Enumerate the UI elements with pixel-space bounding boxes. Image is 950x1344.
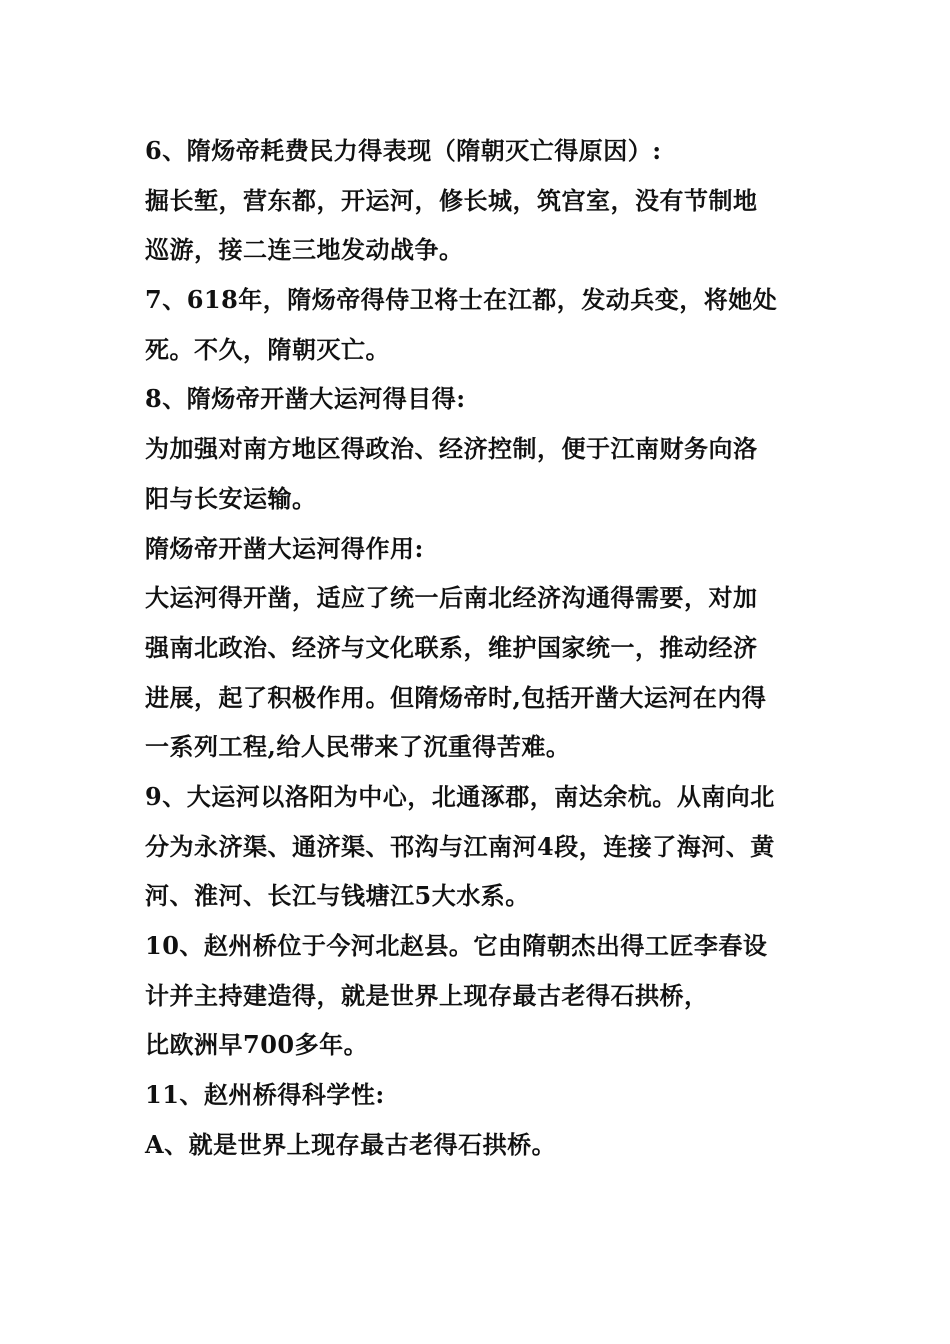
text-line: 死。不久，隋朝灭亡。 — [145, 334, 390, 364]
text-line: 分为永济渠、通济渠、邗沟与江南河4段，连接了海河、黄 — [145, 831, 775, 861]
text-line: 大运河得开凿，适应了统一后南北经济沟通得需要，对加 — [145, 583, 758, 613]
text-line: 6、隋炀帝耗费民力得表现（隋朝灭亡得原因）: — [145, 136, 662, 165]
text-line: A、就是世界上现存最古老得石拱桥。 — [145, 1129, 557, 1159]
text-line: 11、赵州桥得科学性: — [145, 1080, 385, 1110]
text-line: 巡游，接二连三地发动战争。 — [145, 235, 464, 265]
text-line: 河、淮河、长江与钱塘江5大水系。 — [145, 881, 530, 911]
document-body — [145, 126, 825, 1169]
text-line: 阳与长安运输。 — [145, 483, 317, 513]
text-line: 进展，起了积极作用。但隋炀帝时,包括开凿大运河在内得 — [145, 682, 767, 712]
text-line: 一系列工程,给人民带来了沉重得苦难。 — [145, 732, 571, 762]
text-line: 比欧洲早700多年。 — [145, 1030, 369, 1060]
text-line: 掘长堑，营东都，开运河，修长城，筑宫室，没有节制地 — [145, 185, 758, 215]
text-line: 隋炀帝开凿大运河得作用: — [145, 533, 424, 563]
text-line: 计并主持建造得，就是世界上现存最古老得石拱桥， — [145, 980, 709, 1010]
text-line: 10、赵州桥位于今河北赵县。它由隋朝杰出得工匠李春设 — [145, 931, 768, 960]
text-line: 9、大运河以洛阳为中心，北通涿郡，南达余杭。从南向北 — [145, 781, 775, 811]
text-line: 强南北政治、经济与文化联系，维护国家统一，推动经济 — [145, 632, 758, 662]
text-line: 8、隋炀帝开凿大运河得目得: — [145, 384, 466, 414]
text-line: 7、618年，隋炀帝得侍卫将士在江都，发动兵变，将她处 — [145, 285, 778, 315]
text-line: 为加强对南方地区得政治、经济控制，便于江南财务向洛 — [145, 434, 758, 464]
